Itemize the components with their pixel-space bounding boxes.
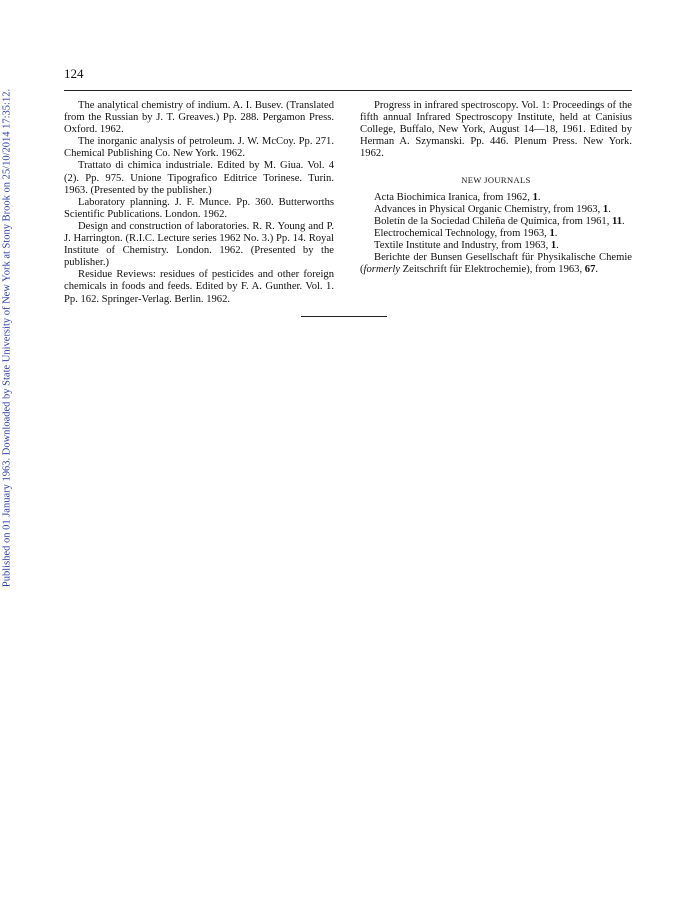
journal-volume: 67 bbox=[584, 264, 596, 276]
journal-volume: 1 bbox=[602, 203, 609, 215]
book-entry: Progress in infrared spectroscopy. Vol. 1: Proceedings of the fifth annual Infrared Spectroscopy Institute, held at Canisius College, Buffalo, New York, August 14—18, 1961. Edited by Herman A. Szymanski. Pp. 446. Plenum Press. New York. 1962. bbox=[360, 100, 632, 160]
book-entry: Residue Reviews: residues of pesticides and other foreign chemicals in foods and feeds. Edited by F. A. Gunther. Vol. 1. Pp. 162. Springer-Verlag. Berlin. 1962. bbox=[64, 269, 334, 305]
journal-title: Acta Biochimica Iranica, from 1962, bbox=[374, 191, 533, 203]
left-column bbox=[64, 100, 334, 306]
journal-end: . bbox=[554, 227, 558, 239]
page-number: 124 bbox=[64, 66, 84, 81]
journal-item bbox=[360, 204, 632, 216]
journal-volume: 1 bbox=[550, 239, 557, 251]
journal-title: Advances in Physical Organic Chemistry, from 1963, bbox=[374, 203, 603, 215]
book-entry: Trattato di chimica industriale. Edited by M. Giua. Vol. 4 (2). Pp. 975. Unione Tipografico Editrice Torinese. Turin. 1963. (Presented by the publisher.) bbox=[64, 160, 334, 196]
download-watermark bbox=[0, 0, 14, 911]
journal-volume: 11 bbox=[612, 215, 623, 227]
journal-item bbox=[360, 216, 632, 228]
journal-title: Textile Institute and Industry, from 1963, bbox=[374, 239, 551, 251]
journal-title: Electrochemical Technology, from 1963, bbox=[374, 227, 550, 239]
journal-volume: 1 bbox=[549, 227, 555, 239]
right-column bbox=[360, 100, 632, 276]
journal-end: . bbox=[556, 239, 559, 251]
book-entry: The inorganic analysis of petroleum. J. W. McCoy. Pp. 271. Chemical Publishing Co. New York. 1962. bbox=[64, 136, 334, 160]
journal-title: Berichte der Bunsen Gesellschaft für Physikalische Chemie ( bbox=[360, 252, 632, 276]
journal-item bbox=[360, 240, 632, 252]
journal-title-rest: Zeitschrift für Elektrochemie), from 1963, bbox=[400, 264, 585, 276]
book-entry: The analytical chemistry of indium. A. I. Busev. (Translated from the Russian by J. T. Greaves.) Pp. 288. Pergamon Press. Oxford. 1962. bbox=[64, 100, 334, 136]
journal-italic-note: formerly bbox=[363, 264, 401, 276]
journal-volume: 1 bbox=[532, 191, 538, 203]
journal-end: . bbox=[595, 264, 599, 276]
journal-end: . bbox=[608, 203, 611, 215]
end-rule bbox=[301, 316, 387, 317]
journal-end: . bbox=[537, 191, 541, 203]
section-heading-text: NEW JOURNALS bbox=[461, 175, 531, 186]
journal-end: . bbox=[622, 215, 625, 227]
journal-item bbox=[360, 192, 632, 204]
book-entry: Laboratory planning. J. F. Munce. Pp. 360. Butterworths Scientific Publications. London. 1962. bbox=[64, 196, 334, 220]
journal-item bbox=[360, 252, 632, 276]
journal-title: Boletín de la Sociedad Chileña de Química, from 1961, bbox=[374, 215, 613, 227]
journal-item bbox=[360, 228, 632, 240]
book-entry: Design and construction of laboratories. R. R. Young and P. J. Harrington. (R.I.C. Lecture series 1962 No. 3.) Pp. 14. Royal Institute of Chemistry. London. 1962. (Presented by the publisher.) bbox=[64, 220, 334, 269]
download-watermark-text: Published on 01 January 1963. Downloaded by State University of New York at Stony Brook on 25/10/2014 17:35:12. bbox=[1, 88, 13, 588]
header-rule bbox=[64, 90, 632, 91]
section-heading bbox=[360, 174, 632, 186]
